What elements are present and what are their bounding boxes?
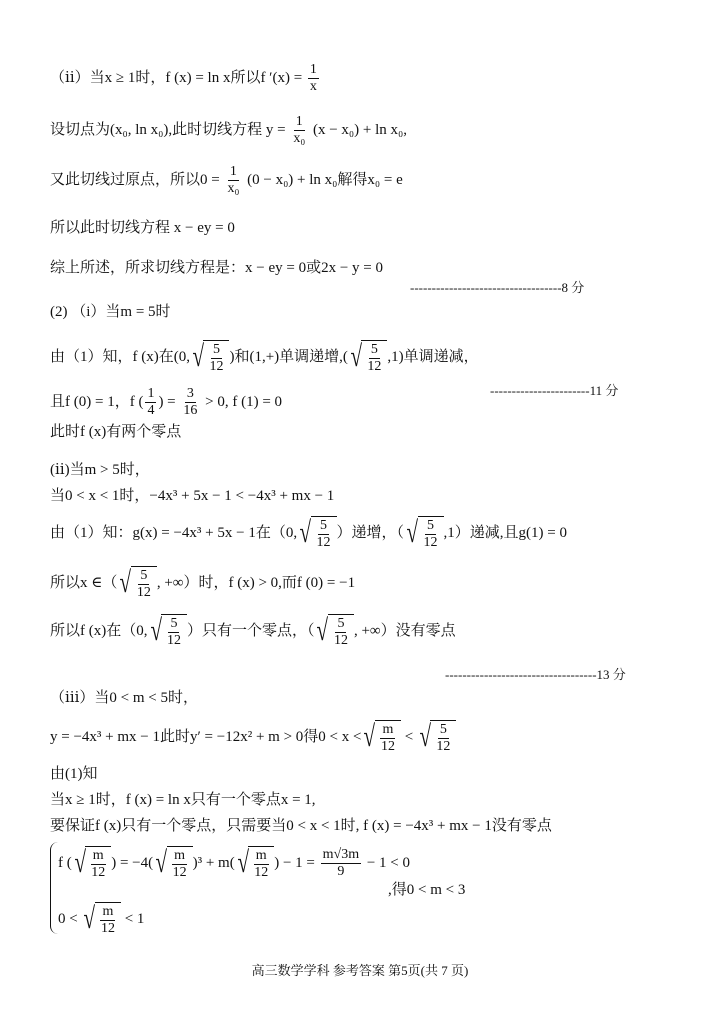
line-10: (ⅱ)当m > 5时， [50, 462, 150, 478]
num: 5 [212, 342, 220, 357]
num: 5 [320, 518, 328, 533]
line-13 [50, 566, 355, 601]
fraction [291, 114, 307, 147]
den: 12 [166, 633, 181, 648]
den: 12 [436, 739, 451, 754]
num: 5 [140, 568, 148, 583]
text: ) = −4( [111, 854, 154, 871]
line-7 [50, 340, 479, 375]
line-12 [50, 516, 567, 551]
sqrt: √ $\frac{5}{12}$ [297, 516, 336, 551]
num: m [382, 722, 394, 737]
sqrt: √ $\frac{5}{12}$ [404, 516, 443, 551]
line-19: 要保证f (x)只有一个零点，只需要当0 < x < 1时, f (x) = −4x³ + mx − 1没有零点 [50, 818, 552, 834]
system-line-1 [58, 846, 410, 881]
text: 0 < [58, 910, 78, 927]
num: 5 [427, 518, 435, 533]
line-9: 此时f (x)有两个零点 [50, 424, 182, 440]
den: 12 [172, 865, 187, 880]
line-11: 当0 < x < 1时，−4x³ + 5x − 1 < −4x³ + mx − 1 [50, 488, 335, 504]
page-footer: 高三数学学科 参考答案 第5页(共 7 页) [251, 963, 469, 978]
line-4: 所以此时切线方程 x − ey = 0 [50, 220, 235, 236]
num: m [102, 904, 114, 919]
fraction [145, 386, 156, 419]
score-13: -----------------------------------13 分 [445, 667, 626, 682]
text: 所以x ∈（ [50, 574, 118, 591]
text: 由（1）知，f (x)在(0, [50, 348, 190, 365]
sqrt: √ $\frac{m}{12}$ [361, 720, 400, 755]
line-17: 由(1)知 [50, 766, 98, 782]
text: > 0, f (1) = 0 [205, 393, 283, 410]
text: 由（1）知：g(x) = −4x³ + 5x − 1在（0, [50, 524, 298, 541]
num: 1 [295, 114, 303, 129]
text: （ⅱ）当x ≥ 1时，f (x) = ln x所以f ′(x) = [50, 69, 303, 86]
text: 且f (0) = 1，f ( [50, 393, 144, 410]
text: (0 − x₀) + ln x₀解得x₀ = e [247, 171, 403, 188]
sqrt: √ $\frac{5}{12}$ [190, 340, 229, 375]
line-5: 综上所述，所求切线方程是：x − ey = 0或2x − y = 0 [50, 260, 383, 276]
num: 5 [170, 616, 178, 631]
num: 5 [337, 616, 345, 631]
num: m [255, 848, 267, 863]
sqrt: √ $\frac{m}{12}$ [235, 846, 274, 881]
text: )³ + m( [192, 854, 235, 871]
sqrt: √ $\frac{m}{12}$ [81, 902, 120, 937]
den: 12 [91, 865, 106, 880]
den: 12 [100, 921, 115, 936]
fraction [308, 62, 319, 95]
text: 设切点为(x₀, ln x₀),此时切线方程 y = [50, 121, 286, 138]
num: 3 [186, 386, 194, 401]
den: 16 [183, 403, 198, 418]
sqrt: √ $\frac{5}{12}$ [117, 566, 156, 601]
den: 12 [209, 359, 224, 374]
num: 5 [439, 722, 447, 737]
text: 所以f (x)在（0, [50, 622, 148, 639]
sqrt: √ $\frac{m}{12}$ [153, 846, 192, 881]
den: x₀ [293, 131, 306, 146]
text: ）递增，（ [336, 524, 405, 541]
system-line-2 [58, 902, 144, 937]
text: , +∞）没有零点 [353, 622, 456, 639]
den: 12 [367, 359, 382, 374]
text: ,1）递减,且g(1) = 0 [443, 524, 567, 541]
num: 1 [229, 164, 237, 179]
sqrt: √ $\frac{5}{12}$ [314, 614, 353, 649]
num: m√3m [322, 847, 360, 862]
text: (x − x₀) + ln x₀, [312, 121, 408, 138]
text: ) − 1 = [274, 854, 315, 871]
text: y = −4x³ + mx − 1此时y′ = −12x² + m > 0得0 < x < [50, 728, 362, 745]
sqrt: √ $\frac{5}{12}$ [417, 720, 456, 755]
text: )和(1,+)单调递增,( [229, 348, 348, 365]
line-15: （ⅲ）当0 < m < 5时， [50, 690, 198, 706]
den: x₀ [227, 181, 240, 196]
den: 4 [147, 403, 155, 418]
text: − 1 < 0 [366, 854, 411, 871]
line-14 [50, 614, 456, 649]
line-1 [50, 62, 321, 95]
score-11: -----------------------11 分 [490, 383, 619, 398]
line-6: (2) （i）当m = 5时 [50, 304, 171, 320]
den: 12 [316, 535, 331, 550]
den: 12 [136, 585, 151, 600]
den: 9 [337, 864, 345, 879]
den: 12 [423, 535, 438, 550]
num: m [92, 848, 104, 863]
line-18: 当x ≥ 1时，f (x) = ln x只有一个零点x = 1, [50, 792, 316, 808]
text: < [404, 728, 414, 745]
den: x [309, 79, 317, 94]
fraction [225, 164, 241, 197]
den: 12 [254, 865, 269, 880]
text: f ( [58, 854, 72, 871]
line-2 [50, 114, 407, 147]
text: < 1 [124, 910, 145, 927]
den: 12 [380, 739, 395, 754]
text: , +∞）时，f (x) > 0,而f (0) = −1 [156, 574, 356, 591]
num: m [174, 848, 186, 863]
score-8: -----------------------------------8 分 [410, 280, 585, 295]
fraction [321, 847, 361, 880]
sqrt: √ $\frac{5}{12}$ [348, 340, 387, 375]
result: ,得0 < m < 3 [388, 882, 466, 898]
num: 1 [309, 62, 317, 77]
sqrt: √ $\frac{m}{12}$ [72, 846, 111, 881]
sqrt: √ $\frac{5}{12}$ [148, 614, 187, 649]
text: ）只有一个零点，（ [186, 622, 315, 639]
text: ) = [158, 393, 176, 410]
num: 1 [147, 386, 155, 401]
num: 5 [370, 342, 378, 357]
line-3 [50, 164, 403, 197]
line-8 [50, 386, 282, 419]
den: 12 [333, 633, 348, 648]
line-16 [50, 720, 456, 755]
fraction [181, 386, 199, 419]
text: ,1)单调递减， [387, 348, 479, 365]
text: 又此切线过原点，所以0 = [50, 171, 220, 188]
